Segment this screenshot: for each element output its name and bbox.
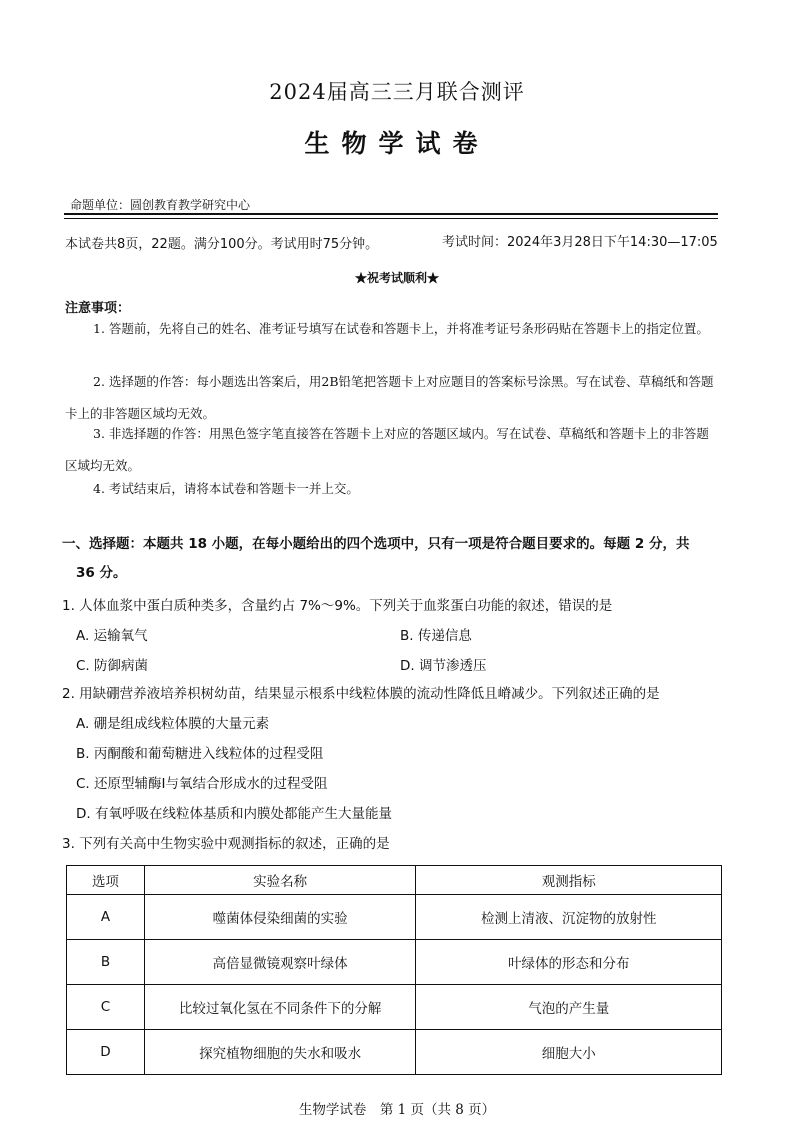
notes-title: 注意事项：	[65, 301, 131, 316]
cell-experiment: 高倍显微镜观察叶绿体	[144, 940, 416, 985]
option-a: A. 硼是组成线粒体膜的大量元素	[76, 716, 270, 732]
subject-title: 生物学试卷	[304, 129, 490, 158]
table-row	[67, 985, 722, 1030]
section-heading-line2: 36 分。	[76, 565, 127, 581]
option-b: B. 传递信息	[400, 628, 472, 644]
cell-option: C	[67, 985, 145, 1030]
header-indicator: 观测指标	[416, 866, 722, 895]
table-row	[67, 1030, 722, 1075]
cell-indicator: 叶绿体的形态和分布	[416, 940, 722, 985]
note-item: 3. 非选择题的作答：用黑色签字笔直接答在答题卡上对应的答题区域内。写在试卷、草稿纸和答题卡上的非答题区域均无效。	[65, 426, 709, 473]
cell-indicator: 检测上清液、沉淀物的放射性	[416, 895, 722, 940]
exam-info: 本试卷共8页，22题。满分100分。考试用时75分钟。	[65, 237, 379, 252]
cell-option: D	[67, 1030, 145, 1075]
question-stem: 3. 下列有关高中生物实验中观测指标的叙述，正确的是	[62, 836, 390, 852]
divider-thin	[64, 218, 718, 219]
header-experiment: 实验名称	[144, 866, 416, 895]
table-row	[67, 895, 722, 940]
option-d: D. 有氧呼吸在线粒体基质和内膜处都能产生大量能量	[76, 806, 392, 822]
authoring-unit: 命题单位：圆创教育教学研究中心	[70, 198, 251, 212]
option-a: A. 运输氧气	[76, 628, 148, 644]
header-option: 选项	[67, 866, 145, 895]
note-item: 2. 选择题的作答：每小题选出答案后，用2B铅笔把答题卡上对应题目的答案标号涂黑。写在试卷、草稿纸和答题卡上的非答题区域均无效。	[65, 374, 714, 421]
section-heading-line1: 一、选择题：本题共 18 小题，在每小题给出的四个选项中，只有一项是符合题目要求的。每题 2 分，共	[62, 536, 690, 552]
option-d: D. 调节渗透压	[400, 658, 487, 674]
option-b: B. 丙酮酸和葡萄糖进入线粒体的过程受阻	[76, 746, 324, 762]
cell-option: A	[67, 895, 145, 940]
experiment-table	[66, 865, 722, 1075]
exam-time: 考试时间：2024年3月28日下午14:30—17:05	[442, 235, 718, 250]
cell-option: B	[67, 940, 145, 985]
table-header-row	[67, 866, 722, 895]
cell-experiment: 噬菌体侵染细菌的实验	[144, 895, 416, 940]
exam-title: 2024届高三三月联合测评	[269, 80, 525, 104]
question-stem: 2. 用缺硼营养液培养枳树幼苗，结果显示根系中线粒体膜的流动性降低且嵴减少。下列叙述正确的是	[62, 686, 660, 702]
cell-indicator: 气泡的产生量	[416, 985, 722, 1030]
page-footer: 生物学试卷 第 1 页（共 8 页）	[298, 1102, 496, 1118]
note-item: 4. 考试结束后，请将本试卷和答题卡一并上交。	[93, 481, 359, 496]
option-c: C. 还原型辅酶Ⅰ与氧结合形成水的过程受阻	[76, 776, 328, 792]
good-luck-banner: ★祝考试顺利★	[354, 271, 439, 285]
table-row	[67, 940, 722, 985]
divider-thick	[64, 213, 718, 215]
note-item: 1. 答题前，先将自己的姓名、准考证号填写在试卷和答题卡上，并将准考证号条形码贴在答题卡上的指定位置。	[93, 321, 709, 336]
option-c: C. 防御病菌	[76, 658, 149, 674]
question-stem: 1. 人体血浆中蛋白质种类多，含量约占 7%～9%。下列关于血浆蛋白功能的叙述，错误的是	[62, 598, 613, 614]
cell-indicator: 细胞大小	[416, 1030, 722, 1075]
cell-experiment: 探究植物细胞的失水和吸水	[144, 1030, 416, 1075]
section-heading	[62, 530, 722, 588]
cell-experiment: 比较过氧化氢在不同条件下的分解	[144, 985, 416, 1030]
